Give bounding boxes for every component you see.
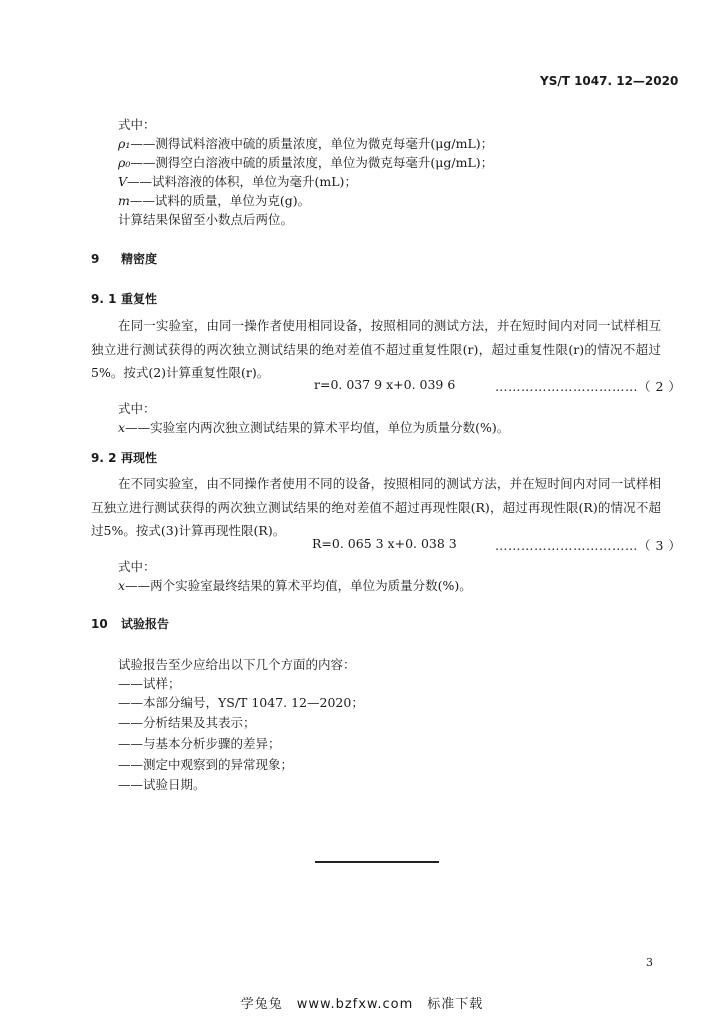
report-item: ——与基本分析步骤的差异； <box>118 736 281 751</box>
report-item: ——测定中观察到的异常现象； <box>118 757 294 772</box>
where-text-rho1: ——测得试料溶液中硫的质量浓度，单位为微克每毫升(μg/mL)； <box>130 136 494 151</box>
where-text-x-3: ——两个实验室最终结果的算术平均值，单位为质量分数(%)。 <box>125 578 472 593</box>
symbol-m: m <box>118 193 130 208</box>
section-9-number: 9 <box>91 252 100 266</box>
section-9-1-title: 重复性 <box>121 292 158 306</box>
section-9-1-number: 9. 1 <box>91 292 117 306</box>
symbol-rho0: ρ₀ <box>118 155 131 170</box>
report-item: ——试样； <box>118 676 181 691</box>
symbol-x-3: x <box>118 578 126 593</box>
where-intro-3: 式中： <box>118 559 156 574</box>
standard-number-header: YS/T 1047. 12—2020 <box>540 74 679 88</box>
where-item-rho1 <box>118 134 493 153</box>
section-9-2-number: 9. 2 <box>91 451 117 465</box>
formula-3-number: ……………………………（ 3 ） <box>495 538 682 553</box>
section-9-heading <box>91 250 157 267</box>
formula-3: R=0. 065 3 x+0. 038 3 <box>312 536 457 551</box>
where-item-rho0 <box>118 153 493 172</box>
symbol-rho1: ρ₁ <box>118 136 131 151</box>
report-item: ——分析结果及其表示； <box>118 715 256 730</box>
section-10-number: 10 <box>91 617 108 631</box>
report-intro: 试验报告至少应给出以下几个方面的内容： <box>118 657 356 672</box>
where-item-m <box>118 191 310 210</box>
report-item: ——本部分编号，YS/T 1047. 12—2020； <box>118 695 364 710</box>
where-text-x-2: ——实验室内两次独立测试结果的算术平均值，单位为质量分数(%)。 <box>125 420 510 435</box>
where-intro: 式中： <box>118 117 156 132</box>
where-text-rho0: ——测得空白溶液中硫的质量浓度，单位为微克每毫升(μg/mL)； <box>130 155 494 170</box>
section-10-heading <box>91 615 169 632</box>
report-item: ——试验日期。 <box>118 777 206 792</box>
end-rule <box>315 861 439 863</box>
rounding-note: 计算结果保留至小数点后两位。 <box>118 212 294 227</box>
where-text-m: ——试料的质量，单位为克(g)。 <box>129 193 311 208</box>
where-item-x-3 <box>118 576 472 595</box>
reproducibility-paragraph: 在不同实验室，由不同操作者使用不同的设备，按照相同的测试方法，并在短时间内对同一试样相互独立进行测试获得的两次独立测试结果的绝对差值不超过再现性限(R)，超过再现性限(R)的情况不超过5%。按式(3)计算再现性限(R)。 <box>91 476 661 538</box>
where-intro-2: 式中： <box>118 401 156 416</box>
section-9-2-title: 再现性 <box>121 451 158 465</box>
formula-2: r=0. 037 9 x+0. 039 6 <box>314 377 456 392</box>
section-10-title: 试验报告 <box>121 617 170 631</box>
repeatability-paragraph: 在同一实验室，由同一操作者使用相同设备，按照相同的测试方法，并在短时间内对同一试样相互独立进行测试获得的两次独立测试结果的绝对差值不超过重复性限(r)，超过重复性限(r)的情况不超过5%。按式(2)计算重复性限(r)。 <box>91 318 661 380</box>
where-item-x-2 <box>118 418 509 437</box>
where-item-v <box>118 172 357 191</box>
section-9-title: 精密度 <box>121 252 158 266</box>
section-9-2-heading <box>91 449 157 466</box>
section-9-1-heading <box>91 290 157 307</box>
page-number: 3 <box>646 956 653 969</box>
symbol-v: V <box>118 174 128 189</box>
formula-2-number: ……………………………（ 2 ） <box>495 379 682 394</box>
symbol-x-2: x <box>118 420 126 435</box>
where-text-v: ——试料溶液的体积，单位为毫升(mL)； <box>127 174 357 189</box>
footer-watermark[interactable]: 学兔兔 www.bzfxw.com 标准下载 <box>240 997 484 1012</box>
